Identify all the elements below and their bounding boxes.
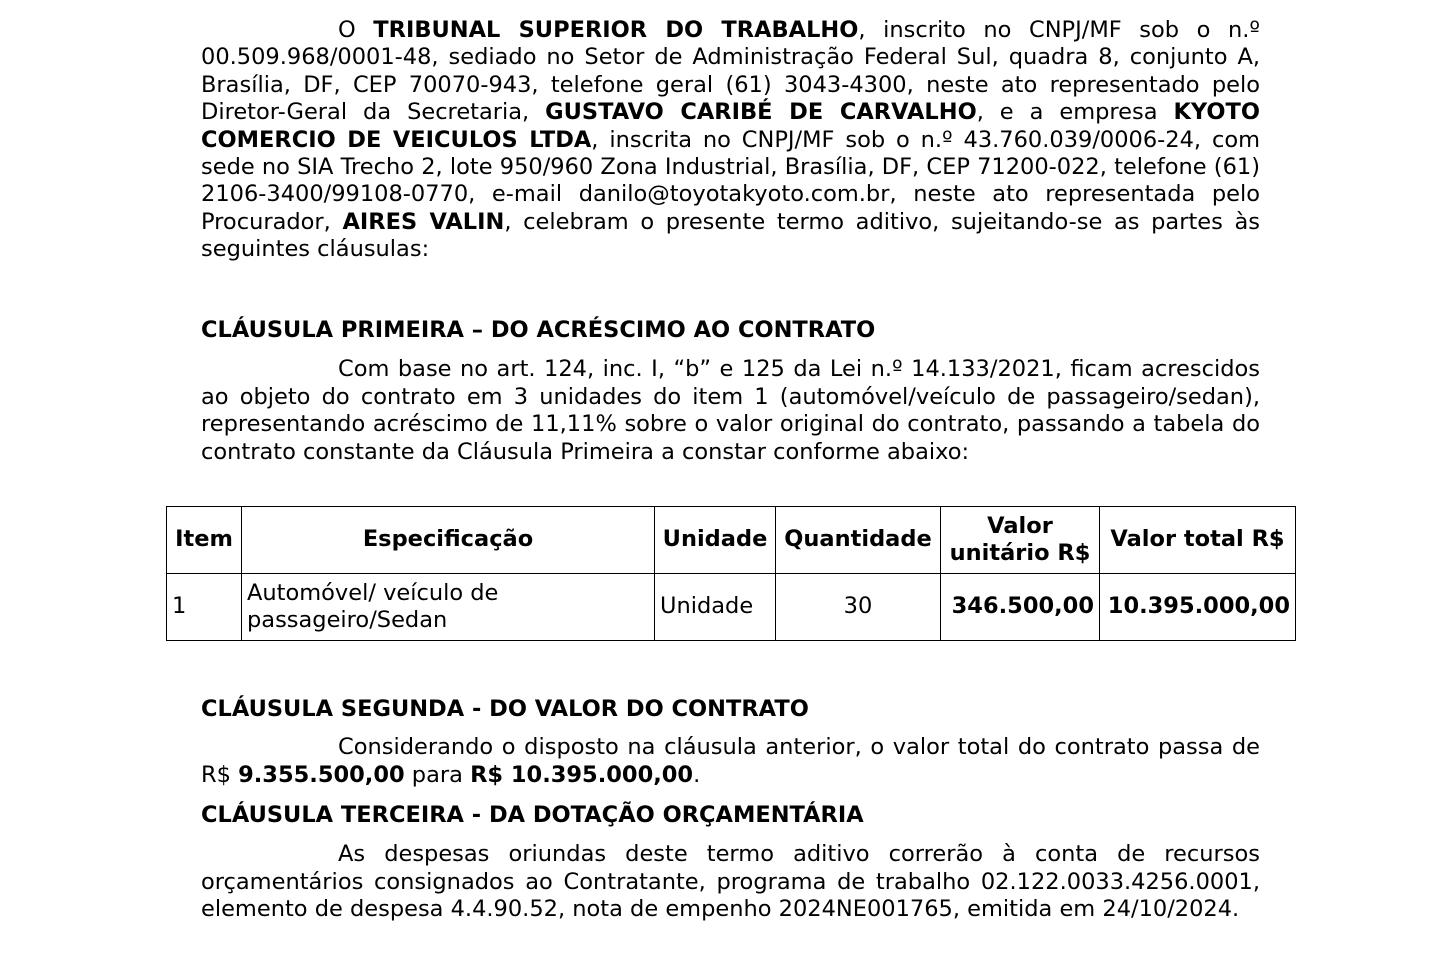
preamble-paragraph (201, 17, 1260, 264)
header-unit-value-line2: unitário R$ (949, 540, 1091, 566)
tribunal-name: TRIBUNAL SUPERIOR DO TRABALHO (373, 17, 859, 43)
procurator-name: AIRES VALIN (342, 208, 505, 235)
header-item: Item (167, 507, 242, 574)
clause-2-text (201, 734, 1260, 789)
clause-2-title: CLÁUSULA SEGUNDA - DO VALOR DO CONTRATO (201, 696, 809, 722)
clause-2-text-1: Considerando o disposto na cláusula anterior, o valor total do contrato passa de R$ (201, 734, 1260, 788)
header-unit: Unidade (655, 507, 776, 574)
clause-3-text: As despesas oriundas deste termo aditivo correrão à conta de recursos orçamentários consignados ao Contratante, programa de trabalho 02.122.0033.4256.0001, elemento de despesa 4.4.90.52, nota de empenho 2024NE001765, emitida em 24/10/2024. (201, 841, 1260, 923)
cell-unit-value: 346.500,00 (941, 574, 1100, 641)
header-unit-value-line1: Valor (987, 512, 1053, 539)
preamble-section (201, 17, 1260, 264)
preamble-text-4: , inscrita no CNPJ/MF sob o n.º 43.760.039/0006-24, com sede no SIA Trecho 2, lote 950/960 Zona Industrial, Brasília, DF, CEP 71200-022, telefone (61) 2106-3400/99108-0770, e-mail danilo@toyotakyoto.com.br, neste ato representada pelo Procurador, (201, 126, 1261, 235)
cell-specification: Automóvel/ veículo de passageiro/Sedan (242, 574, 655, 641)
clause-1-text: Com base no art. 124, inc. I, “b” e 125 da Lei n.º 14.133/2021, ficam acrescidos ao objeto do contrato em 3 unidades do item 1 (automóvel/veículo de passageiro/sedan), representando acréscimo de 11,11% sobre o valor original do contrato, passando a tabela do contrato constante da Cláusula Primeira a constar conforme abaixo: (201, 356, 1260, 465)
clause-1-title: CLÁUSULA PRIMEIRA – DO ACRÉSCIMO AO CONTRATO (201, 317, 876, 343)
new-contract-value: R$ 10.395.000,00 (470, 761, 694, 788)
old-contract-value: 9.355.500,00 (238, 761, 405, 788)
clause-2-section (201, 696, 1260, 789)
preamble-text-5: , celebram o presente termo aditivo, sujeitando-se as partes às seguintes cláusulas: (201, 208, 1261, 263)
header-quantity: Quantidade (776, 507, 941, 574)
clause-2-text-2: para (404, 761, 471, 788)
clause-1-section (201, 317, 1260, 466)
cell-quantity: 30 (776, 574, 941, 641)
header-unit-value (941, 507, 1100, 574)
table-header-row (167, 507, 1296, 574)
cell-unit: Unidade (655, 574, 776, 641)
clause-3-section (201, 802, 1260, 924)
items-table (166, 506, 1296, 641)
director-name: GUSTAVO CARIBÉ DE CARVALHO (545, 99, 977, 126)
preamble-text-2: , inscrito no CNPJ/MF sob o n.º 00.509.968/0001-48, sediado no Setor de Administração Federal Sul, quadra 8, conjunto A, Brasília, DF, CEP 70070-943, telefone geral (61) 3043-4300, neste ato representado pelo Diretor-Geral da Secretaria, (201, 17, 1260, 126)
cell-total-value: 10.395.000,00 (1100, 574, 1296, 641)
preamble-text-1: O (338, 17, 374, 43)
header-total-value: Valor total R$ (1100, 507, 1296, 574)
clause-2-text-3: . (693, 761, 701, 788)
preamble-text-3: , e a empresa (976, 99, 1174, 126)
company-name: KYOTO COMERCIO DE VEICULOS LTDA (201, 99, 1260, 153)
table-row (167, 574, 1296, 641)
cell-item: 1 (167, 574, 242, 641)
header-specification: Especificação (242, 507, 655, 574)
clause-3-title: CLÁUSULA TERCEIRA - DA DOTAÇÃO ORÇAMENTÁRIA (201, 802, 864, 828)
